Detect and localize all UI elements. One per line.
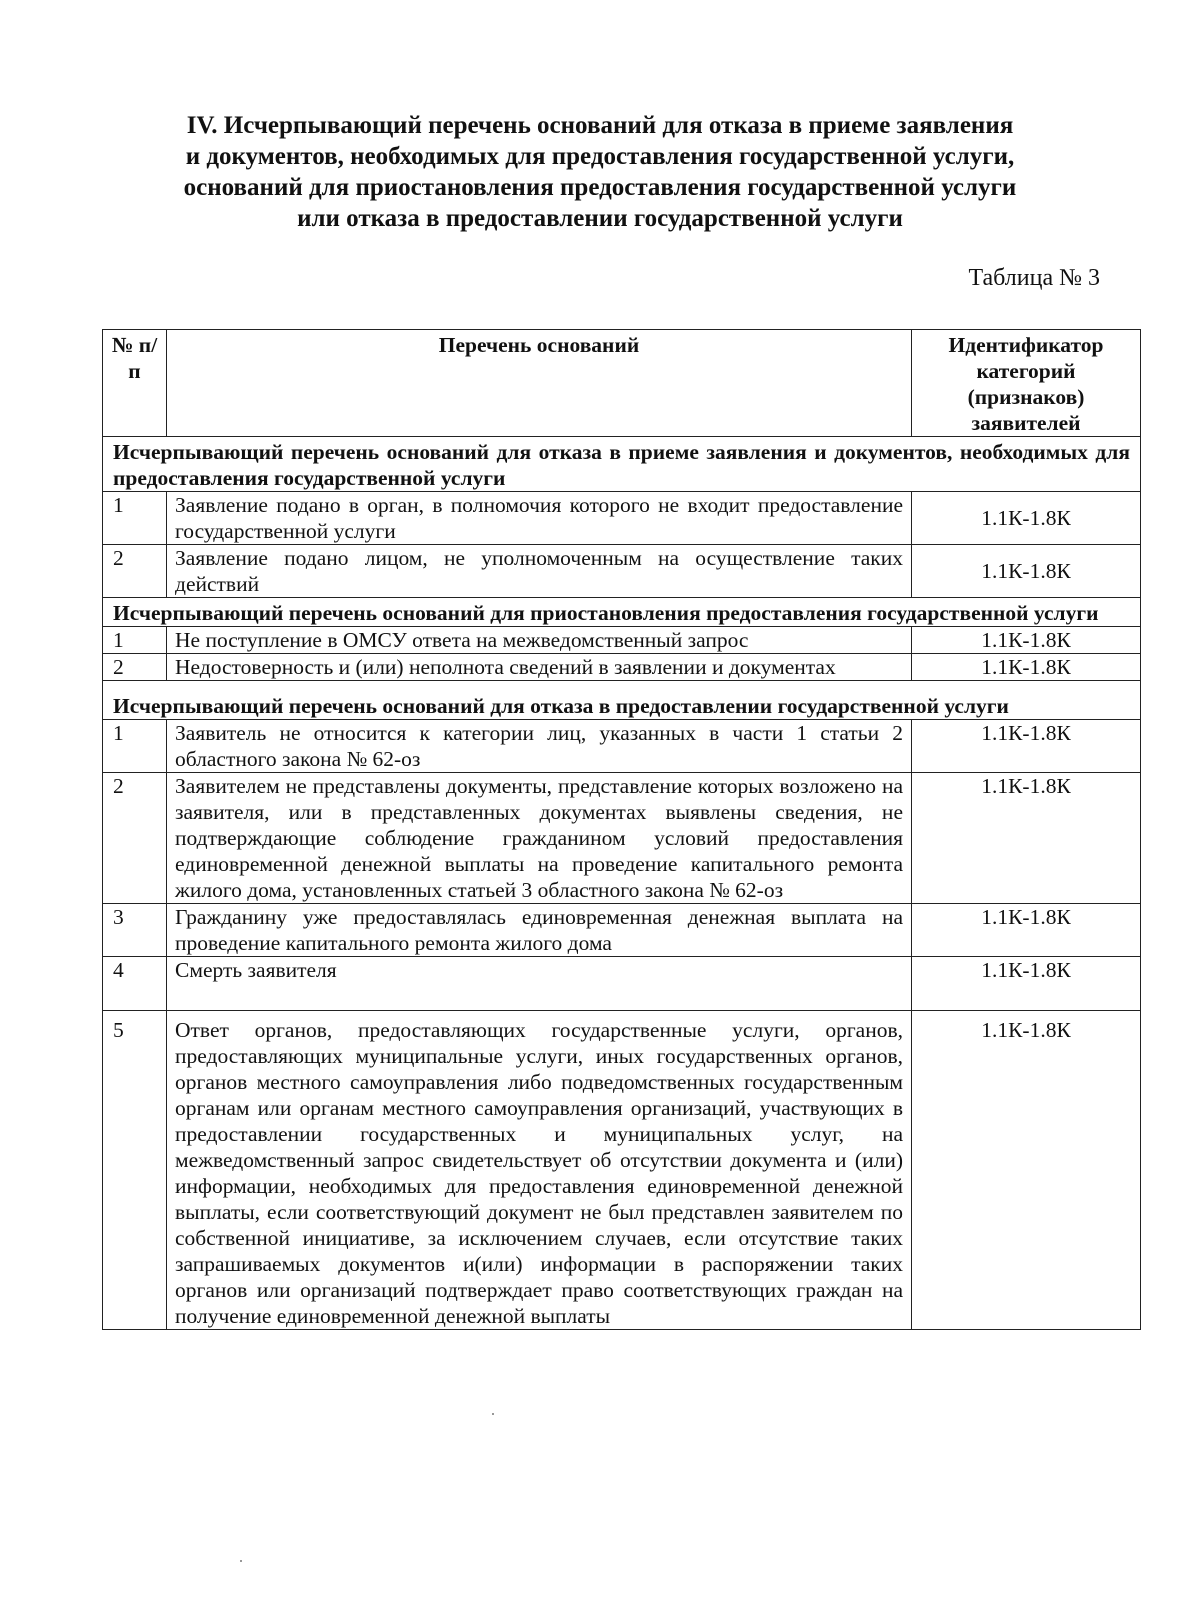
table-row [103,545,1141,598]
row-text: Недостоверность и (или) неполнота сведений в заявлении и документах [167,654,912,681]
header-grounds: Перечень оснований [167,330,912,437]
header-num: № п/п [103,330,167,437]
header-identifier: Идентификатор категорий (признаков) заявителей [912,330,1141,437]
table-row [103,627,1141,654]
section-row [103,681,1141,720]
row-identifier: 1.1К-1.8К [912,654,1141,681]
table-header-row [103,330,1141,437]
scan-speck [492,1413,494,1415]
table-row [103,957,1141,1011]
table-label: Таблица № 3 [968,265,1100,291]
scan-speck [240,1560,242,1562]
row-num: 3 [103,904,167,957]
row-num: 5 [103,1011,167,1330]
table-row [103,492,1141,545]
section-row [103,598,1141,627]
row-num: 1 [103,492,167,545]
row-text: Заявление подано лицом, не уполномоченным на осуществление таких действий [167,545,912,598]
row-text: Заявителем не представлены документы, представление которых возложено на заявителя, или в представленных документах выявлены сведения, не подтверждающие соблюдение гражданином условий предоставления единовременной денежной выплаты на проведение капитального ремонта жилого дома, установленных статьей 3 областного закона № 62-оз [167,773,912,904]
section-title: Исчерпывающий перечень оснований для приостановления предоставления государственной услуги [103,598,1141,627]
heading-line: и документов, необходимых для предоставления государственной услуги, [185,143,1015,170]
heading-line: оснований для приостановления предоставления государственной услуги [183,174,1017,201]
section-title: Исчерпывающий перечень оснований для отказа в предоставлении государственной услуги [103,681,1141,720]
section-row [103,437,1141,492]
grounds-table [102,329,1141,1330]
row-identifier: 1.1К-1.8К [912,720,1141,773]
table-row [103,1011,1141,1330]
section-heading [120,110,1080,234]
row-identifier: 1.1К-1.8К [912,492,1141,545]
heading-line: или отказа в предоставлении государственной услуги [297,205,903,232]
row-text: Не поступление в ОМСУ ответа на межведомственный запрос [167,627,912,654]
row-text: Заявитель не относится к категории лиц, указанных в части 1 статьи 2 областного закона № 62-оз [167,720,912,773]
row-identifier: 1.1К-1.8К [912,904,1141,957]
table-row [103,904,1141,957]
row-num: 2 [103,773,167,904]
heading-line: IV. Исчерпывающий перечень оснований для отказа в приеме заявления [186,112,1014,139]
table-row [103,720,1141,773]
row-num: 4 [103,957,167,1011]
row-num: 2 [103,654,167,681]
section-title: Исчерпывающий перечень оснований для отказа в приеме заявления и документов, необходимых для предоставления государственной услуги [103,437,1141,492]
row-num: 1 [103,627,167,654]
row-text: Ответ органов, предоставляющих государственные услуги, органов, предоставляющих муниципальные услуги, иных государственных органов, органов местного самоуправления либо подведомственных государственным органам или органам местного самоуправления организаций, участвующих в предоставлении государственных и муниципальных услуг, на межведомственный запрос свидетельствует об отсутствии документа и (или) информации, необходимых для предоставления единовременной денежной выплаты, если соответствующий документ не был представлен заявителем по собственной инициативе, за исключением случаев, если отсутствие таких запрашиваемых документов и(или) информации в распоряжении таких органов или организаций подтверждает право соответствующих граждан на получение единовременной денежной выплаты [167,1011,912,1330]
row-text: Заявление подано в орган, в полномочия которого не входит предоставление государственной услуги [167,492,912,545]
row-identifier: 1.1К-1.8К [912,773,1141,904]
row-identifier: 1.1К-1.8К [912,627,1141,654]
row-identifier: 1.1К-1.8К [912,545,1141,598]
row-num: 2 [103,545,167,598]
row-text: Гражданину уже предоставлялась единовременная денежная выплата на проведение капитального ремонта жилого дома [167,904,912,957]
table-row [103,773,1141,904]
table-row [103,654,1141,681]
row-identifier: 1.1К-1.8К [912,957,1141,1011]
row-identifier: 1.1К-1.8К [912,1011,1141,1330]
row-num: 1 [103,720,167,773]
row-text: Смерть заявителя [167,957,912,1011]
